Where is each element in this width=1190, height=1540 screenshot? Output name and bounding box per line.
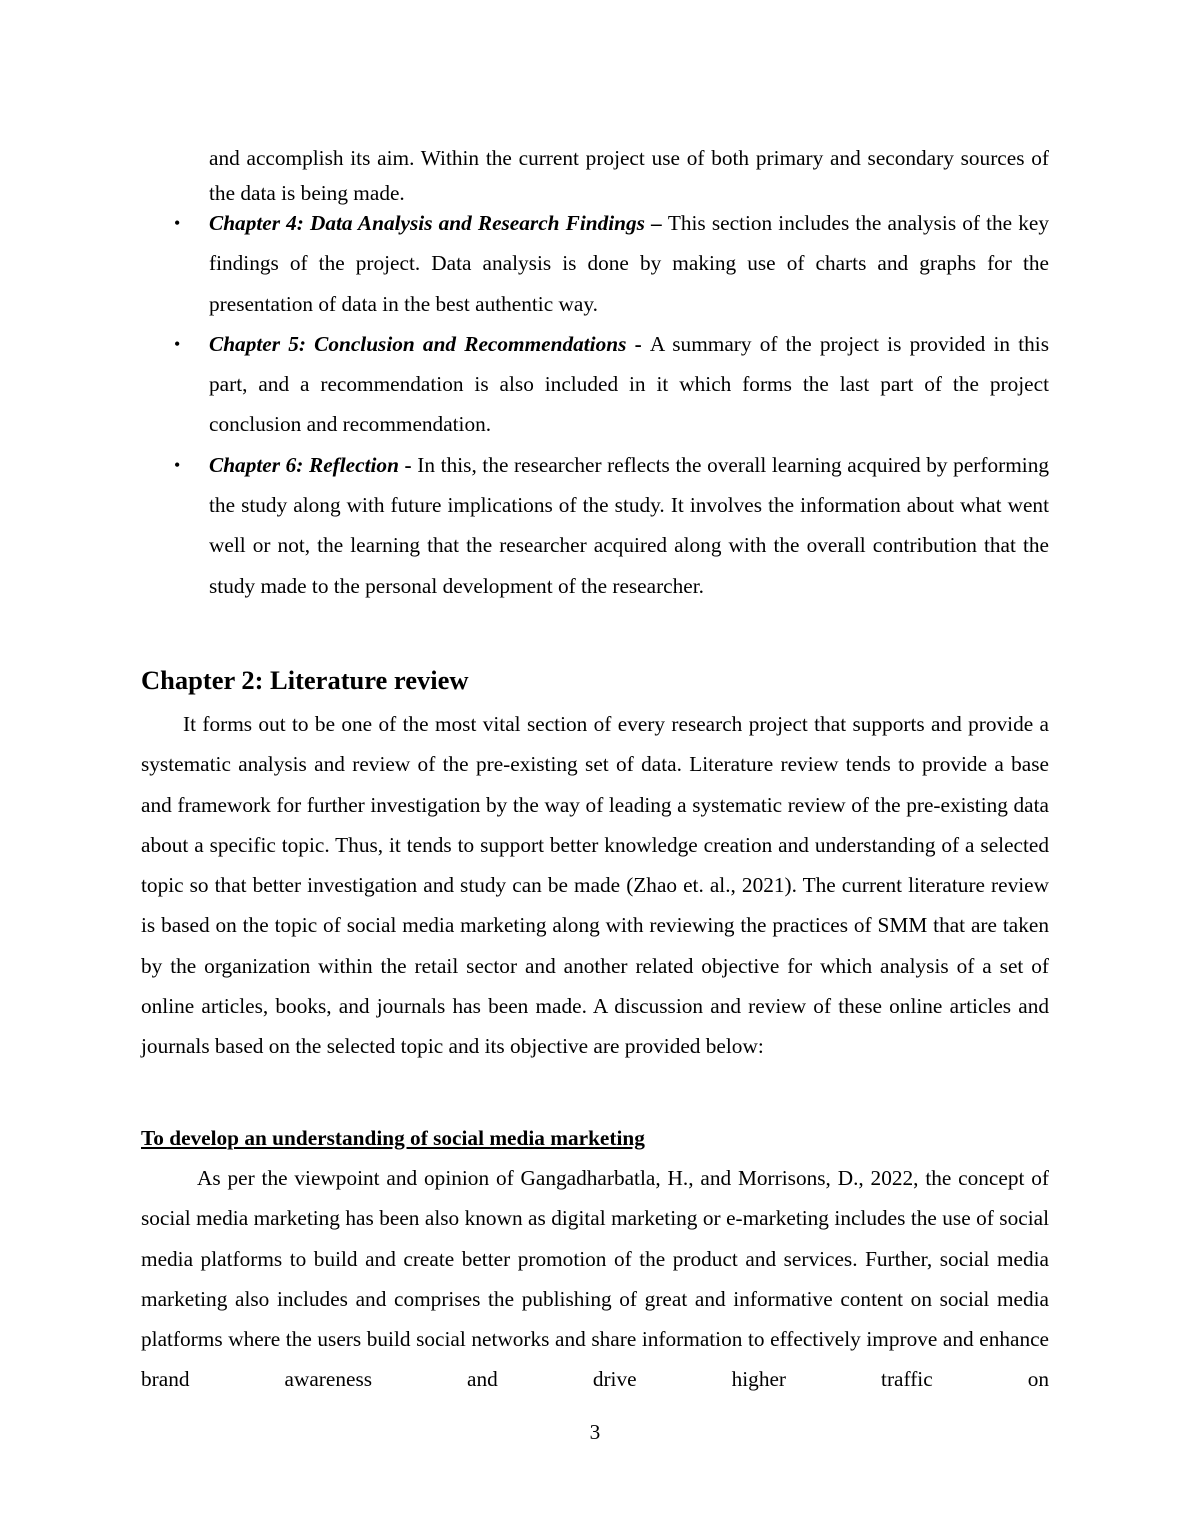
chapter-list [141, 203, 1049, 606]
bullet-icon: • [174, 454, 181, 475]
list-item [141, 324, 1049, 445]
page-number: 3 [589, 1420, 601, 1444]
list-item-separator: – [644, 211, 668, 235]
list-item-body: A summary of the project is provided in this part, and a recommendation is also included in it which forms the last part of the project conclusion and recommendation. [209, 331, 1049, 437]
list-item-body: In this, the researcher reflects the overall learning acquired by performing the study along with future implications of the study. It involves the information about what went well or not, the learning that the researcher acquired along with the overall contribution that the study made to the personal development of the researcher. [209, 452, 1049, 598]
list-item-body: This section includes the analysis of the key findings of the project. Data analysis is done by making use of charts and graphs for the presentation of data in the best authentic way. [209, 211, 1050, 316]
list-item-title: Chapter 6: Reflection [209, 452, 399, 477]
bullet-icon: • [174, 213, 181, 233]
smm-paragraph: As per the viewpoint and opinion of Gangadharbatla, H., and Morrisons, D., 2022, the concept of social media marketing has been also known as digital marketing or e-marketing includes the use of social media platforms to build and create better promotion of the product and services. Further, social media marketing also includes and comprises the publishing of great and informative content on social media platforms where the users build social networks and share information to effectively improve and enhance brand awareness and drive higher traffic on [141, 1166, 1049, 1392]
list-item-separator: - [626, 331, 650, 356]
bullet-icon: • [174, 333, 181, 354]
literature-review-paragraph: It forms out to be one of the most vital section of every research project that supports and provide a systematic analysis and review of the pre-existing set of data. Literature review tends to provide a base and framework for further investigation by the way of leading a systematic review of the pre-existing data about a specific topic. Thus, it tends to support better knowledge creation and understanding of a selected topic so that better investigation and study can be made (Zhao et. al., 2021). The current literature review is based on the topic of social media marketing along with reviewing the practices of SMM that are taken by the organization within the retail sector and another related objective for which analysis of a set of online articles, books, and journals has been made. A discussion and review of these online articles and journals based on the selected topic and its objective are provided below: [141, 712, 1049, 1059]
literature-review-heading: Chapter 2: Literature review [141, 665, 469, 695]
list-item [141, 445, 1049, 606]
continuation-paragraph: and accomplish its aim. Within the current project use of both primary and secondary sources of the data is being made. [209, 146, 1049, 205]
list-item-separator: - [398, 452, 418, 477]
list-item [141, 203, 1049, 324]
list-item-title: Chapter 4: Data Analysis and Research Findings [209, 211, 645, 235]
smm-subheading: To develop an understanding of social media marketing [141, 1126, 645, 1150]
list-item-title: Chapter 5: Conclusion and Recommendations [209, 331, 627, 356]
